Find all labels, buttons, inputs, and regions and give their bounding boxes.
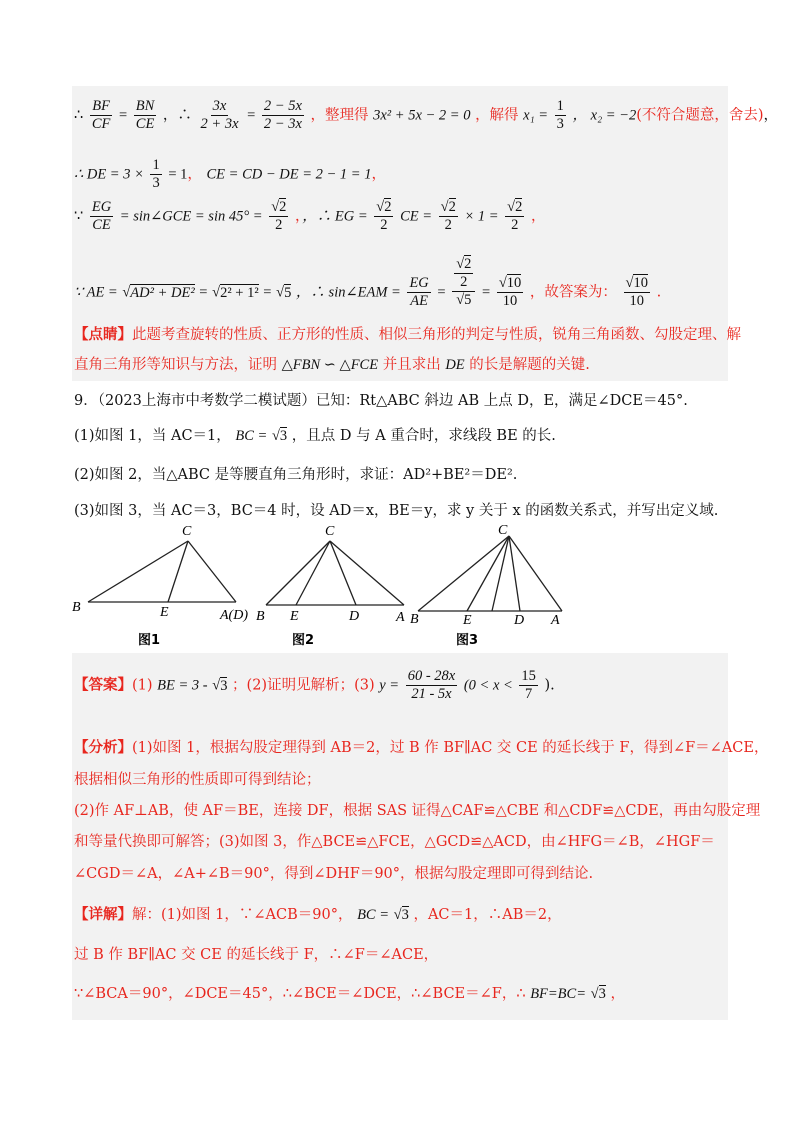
detail-line-1: 【详解】解：(1)如图 1，∵∠ACB＝90°， BC = √3 ，AC＝1，∴AB＝2， <box>74 906 562 923</box>
analysis-line-5: ∠CGD＝∠A，∠A+∠B＝90°，得到∠DHF＝90°，根据勾股定理即可得到结论. <box>74 866 594 882</box>
dianjing-tag: 【点睛】 <box>74 326 132 343</box>
dianjing-line-1: 【点睛】此题考查旋转的性质、正方形的性质、相似三角形的判定与性质，锐角三角函数、勾股定理、解 <box>74 326 741 343</box>
dianjing-line-2: 直角三角形等知识与方法，证明 △FBN ∽ △FCE 并且求出 DE 的长是解题的关键. <box>74 357 590 373</box>
fraction-eg-ae: $\frac{EG}{AE}$ <box>409 275 429 309</box>
answer-tag: 【答案】 <box>74 676 132 694</box>
answer-line: 【答案】(1) BE = 3 - √3 ；(2)证明见解析；(3) y = $\frac{60 - 28x}{21 - 5x}$ (0 < x < $\frac{15}{7}$ ). <box>74 668 555 702</box>
fig1-label-b: B <box>72 600 81 615</box>
fig3-label-b: B <box>410 612 419 627</box>
fraction-bf-cf: $\frac{BF}{CF}$ <box>91 98 111 132</box>
fig3-label-d: D <box>514 613 525 628</box>
fig3-label-c: C <box>498 523 508 538</box>
fraction-eg-ce: $\frac{EG}{CE}$ <box>91 199 112 233</box>
solution-line-3: ∵ $\frac{EG}{CE}$ = sin∠GCE = sin 45° = $\frac{√2}{2}$ ，，∴ EG = $\frac{√2}{2}$ CE = $\frac{√2}{2}$ × 1 = $\frac{√2}{2}$ ， <box>74 199 546 233</box>
fraction-bn-ce: $\frac{BN}{CE}$ <box>135 98 155 132</box>
answer-fraction-15-7: $\frac{15}{7}$ <box>521 668 536 702</box>
analysis-line-2: 根据相似三角形的性质即可得到结论； <box>74 772 321 788</box>
detail-line-3: ∵∠BCA＝90°，∠DCE＝45°，∴∠BCE＝∠DCE，∴∠BCE＝∠F，∴ BF=BC= √3 ， <box>74 986 625 1002</box>
solution-line-4: ∵ AE = √AD² + DE² = √2² + 1² = √5 ，∴ sin∠EAM = $\frac{EG}{AE}$ = $\frac{\frac{√2}{2}}{√5}$ = $\frac{√10}{10}$ ，故答案为： $\frac{√10}{10}$ . <box>74 256 662 309</box>
figure-3 <box>406 522 578 654</box>
analysis-line-1: 【分析】(1)如图 1，根据勾股定理得到 AB＝2，过 B 作 BF∥AC 交 CE 的延长线于 F，得到∠F＝∠ACE， <box>74 739 769 756</box>
answer-fraction-y: $\frac{60 - 28x}{21 - 5x}$ <box>407 668 456 702</box>
question-9-title: 9．（2023上海市中考数学二模试题）已知：Rt△ABC 斜边 AB 上点 D，E，满足∠DCE＝45°. <box>74 393 688 409</box>
fig1-label-a: A(D) <box>220 608 248 623</box>
fig3-caption: 图3 <box>456 633 479 648</box>
fraction-one-third: $\frac{1}{3}$ <box>556 98 564 132</box>
fraction-root2-over-2: $\frac{√2}{2}$ <box>271 199 287 233</box>
fraction-2-5x: $\frac{2 - 5x}{2 - 3x}$ <box>263 98 302 132</box>
final-answer-fraction: $\frac{√10}{10}$ <box>625 275 648 309</box>
fig1-label-e: E <box>160 605 169 620</box>
figure-2 <box>254 522 414 654</box>
fraction-root10-over-10: $\frac{√10}{10}$ <box>498 275 522 309</box>
detail-line-2: 过 B 作 BF∥AC 交 CE 的延长线于 F，∴∠F＝∠ACE， <box>74 947 439 963</box>
question-9-part2: (2)如图 2，当△ABC 是等腰直角三角形时，求证：AD²+BE²＝DE². <box>74 467 518 483</box>
analysis-line-4: 和等量代换即可解答；(3)如图 3，作△BCE≌△FCE，△GCD≌△ACD，由∠HFG＝∠B，∠HGF＝ <box>74 834 715 850</box>
fig2-caption: 图2 <box>292 633 315 648</box>
fig3-label-a: A <box>551 613 560 628</box>
fig2-label-b: B <box>256 609 265 624</box>
fig2-label-a: A <box>396 610 405 625</box>
fraction-one-third-2: $\frac{1}{3}$ <box>152 157 160 191</box>
fig2-label-d: D <box>349 609 360 624</box>
fig1-caption: 图1 <box>138 633 161 648</box>
figure-1 <box>70 522 260 654</box>
solution-line-2: ∴ DE = 3 × $\frac{1}{3}$ = 1， CE = CD − DE = 2 − 1 = 1， <box>74 157 386 191</box>
fig3-label-e: E <box>463 613 472 628</box>
fig2-label-c: C <box>325 524 335 539</box>
fraction-nested-root2: $\frac{\frac{√2}{2}}{√5}$ <box>452 256 475 309</box>
question-9-part1: (1)如图 1，当 AC＝1， BC = √3 ，且点 D 与 A 重合时，求线段 BE 的长. <box>74 428 556 444</box>
fig2-label-e: E <box>290 609 299 624</box>
quadratic-equation: 3x² + 5x − 2 = 0 <box>373 107 471 124</box>
detail-tag: 【详解】 <box>74 906 132 923</box>
solution-line-1: ∴ $\frac{BF}{CF}$ = $\frac{BN}{CE}$ ，∴ $\frac{3x}{2 + 3x}$ = $\frac{2 - 5x}{2 - 3x}$ ，整理得 3x² + 5x − 2 = 0 ，解得 x₁ = $\frac{1}{3}$ ， x₂ = −2(不符合题意，舍去)， <box>74 98 779 132</box>
analysis-tag: 【分析】 <box>74 739 132 756</box>
analysis-line-3: (2)作 AF⊥AB，使 AF＝BE，连接 DF，根据 SAS 证得△CAF≌△CBE 和△CDF≌△CDE，再由勾股定理 <box>74 803 761 819</box>
fraction-3x: $\frac{3x}{2 + 3x}$ <box>200 98 239 132</box>
fig1-label-c: C <box>182 524 192 539</box>
question-9-part3: (3)如图 3，当 AC＝3，BC＝4 时，设 AD＝x，BE＝y，求 y 关于 x 的函数关系式，并写出定义域. <box>74 503 719 519</box>
